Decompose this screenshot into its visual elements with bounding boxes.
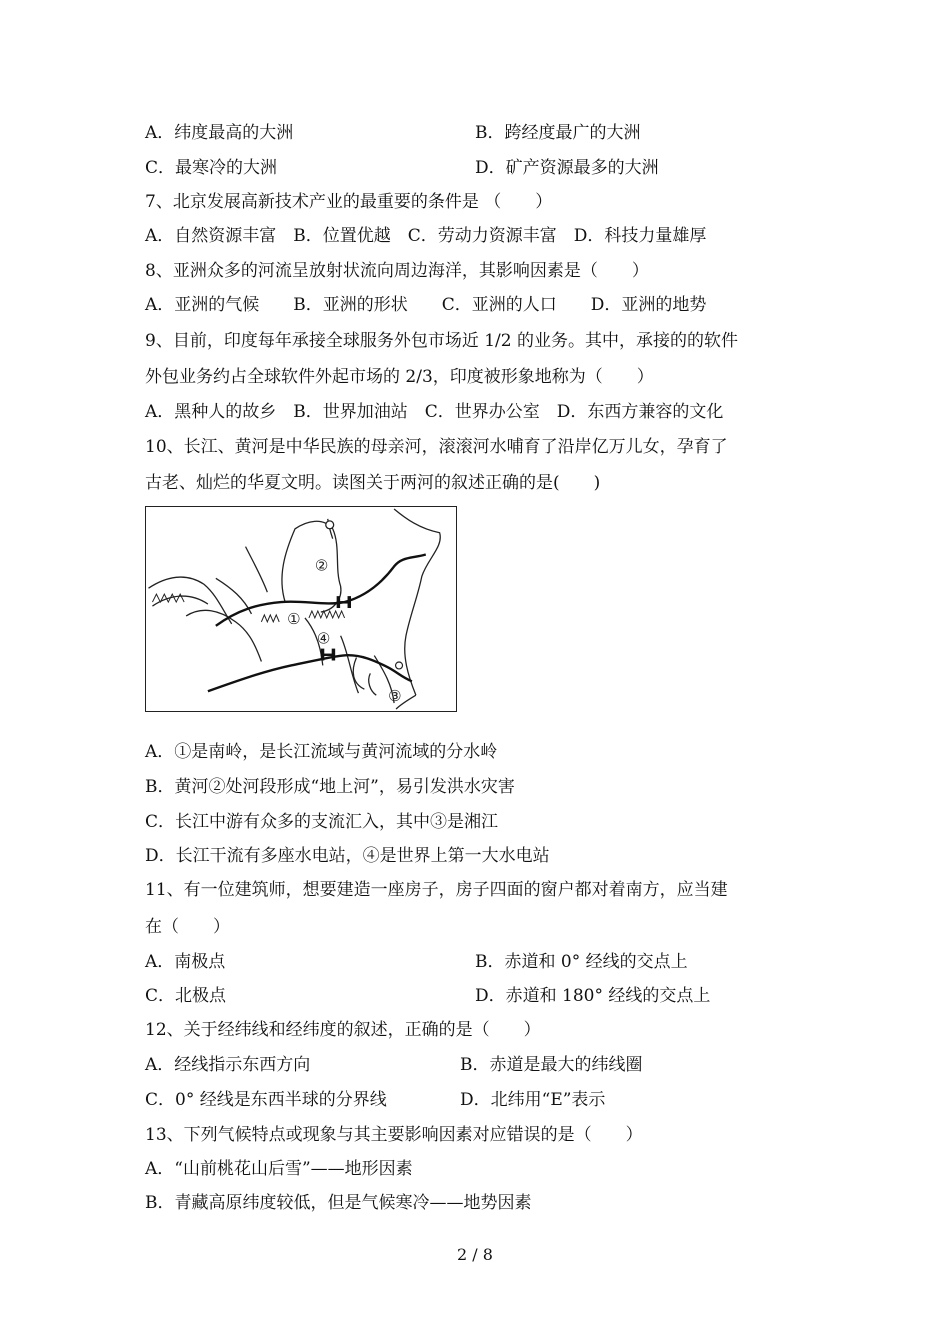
- q10-option-b: B．黄河②处河段形成“地上河”，易引发洪水灾害: [145, 777, 515, 797]
- q11-option-d: D．赤道和 180° 经线的交点上: [475, 986, 711, 1006]
- q12-option-a: A．经线指示东西方向: [145, 1055, 311, 1075]
- q6-option-a: A．纬度最高的大洲: [145, 123, 294, 143]
- q13-option-b: B．青藏高原纬度较低，但是气候寒冷——地势因素: [145, 1193, 532, 1213]
- q9-options: A．黑种人的故乡 B．世界加油站 C．世界办公室 D．东西方兼容的文化: [145, 402, 724, 422]
- q11-stem-line1: 11、有一位建筑师，想要建造一座房子，房子四面的窗户都对着南方，应当建: [145, 880, 728, 900]
- map-label-1: ①: [287, 609, 301, 628]
- q12-option-c: C．0° 经线是东西半球的分界线: [145, 1090, 387, 1110]
- map-label-3: ③: [388, 687, 402, 706]
- q10-stem-line2: 古老、灿烂的华夏文明。读图关于两河的叙述正确的是( ): [145, 473, 601, 493]
- q6-option-b: B．跨经度最广的大洲: [475, 123, 641, 143]
- q9-stem-line1: 9、目前，印度每年承接全球服务外包市场近 1/2 的业务。其中，承接的的软件: [145, 331, 738, 351]
- q6-option-c: C．最寒冷的大洲: [145, 158, 278, 178]
- q8-stem: 8、亚洲众多的河流呈放射状流向周边海洋，其影响因素是（ ）: [145, 261, 649, 281]
- map-label-4: ④: [316, 629, 331, 648]
- q12-option-b: B．赤道是最大的纬线圈: [460, 1055, 643, 1075]
- rivers-map: [145, 506, 457, 712]
- q10-option-a: A．①是南岭，是长江流域与黄河流域的分水岭: [145, 742, 498, 762]
- rivers-map-drawing: [146, 507, 456, 711]
- q13-option-a: A．“山前桃花山后雪”——地形因素: [145, 1159, 413, 1179]
- q7-stem: 7、北京发展高新技术产业的最重要的条件是 （ ）: [145, 192, 553, 212]
- q10-option-d: D．长江干流有多座水电站，④是世界上第一大水电站: [145, 846, 550, 866]
- q11-option-c: C．北极点: [145, 986, 227, 1006]
- q11-option-b: B．赤道和 0° 经线的交点上: [475, 952, 688, 972]
- lake-marker: [396, 662, 403, 669]
- main-rivers: [208, 555, 426, 692]
- q9-stem-line2: 外包业务约占全球软件外起市场的 2/3，印度被形象地称为（ ）: [145, 367, 654, 387]
- q10-option-c: C．长江中游有众多的支流汇入，其中③是湘江: [145, 812, 499, 832]
- q11-stem-line2: 在（ ）: [145, 917, 230, 937]
- q12-option-d: D．北纬用“E”表示: [460, 1090, 606, 1110]
- q11-option-a: A．南极点: [145, 952, 226, 972]
- map-label-2: ②: [314, 556, 329, 575]
- q7-options: A．自然资源丰富 B．位置优越 C．劳动力资源丰富 D．科技力量雄厚: [145, 226, 707, 246]
- page-number: 2 / 8: [457, 1245, 493, 1264]
- q8-options: A．亚洲的气候 B．亚洲的形状 C．亚洲的人口 D．亚洲的地势: [145, 295, 707, 315]
- q13-stem: 13、下列气候特点或现象与其主要影响因素对应错误的是（ ）: [145, 1125, 643, 1145]
- q10-stem-line1: 10、长江、黄河是中华民族的母亲河，滚滚河水哺育了沿岸亿万儿女，孕育了: [145, 437, 728, 457]
- q6-option-d: D．矿产资源最多的大洲: [475, 158, 659, 178]
- q12-stem: 12、关于经纬线和经纬度的叙述，正确的是（ ）: [145, 1020, 541, 1040]
